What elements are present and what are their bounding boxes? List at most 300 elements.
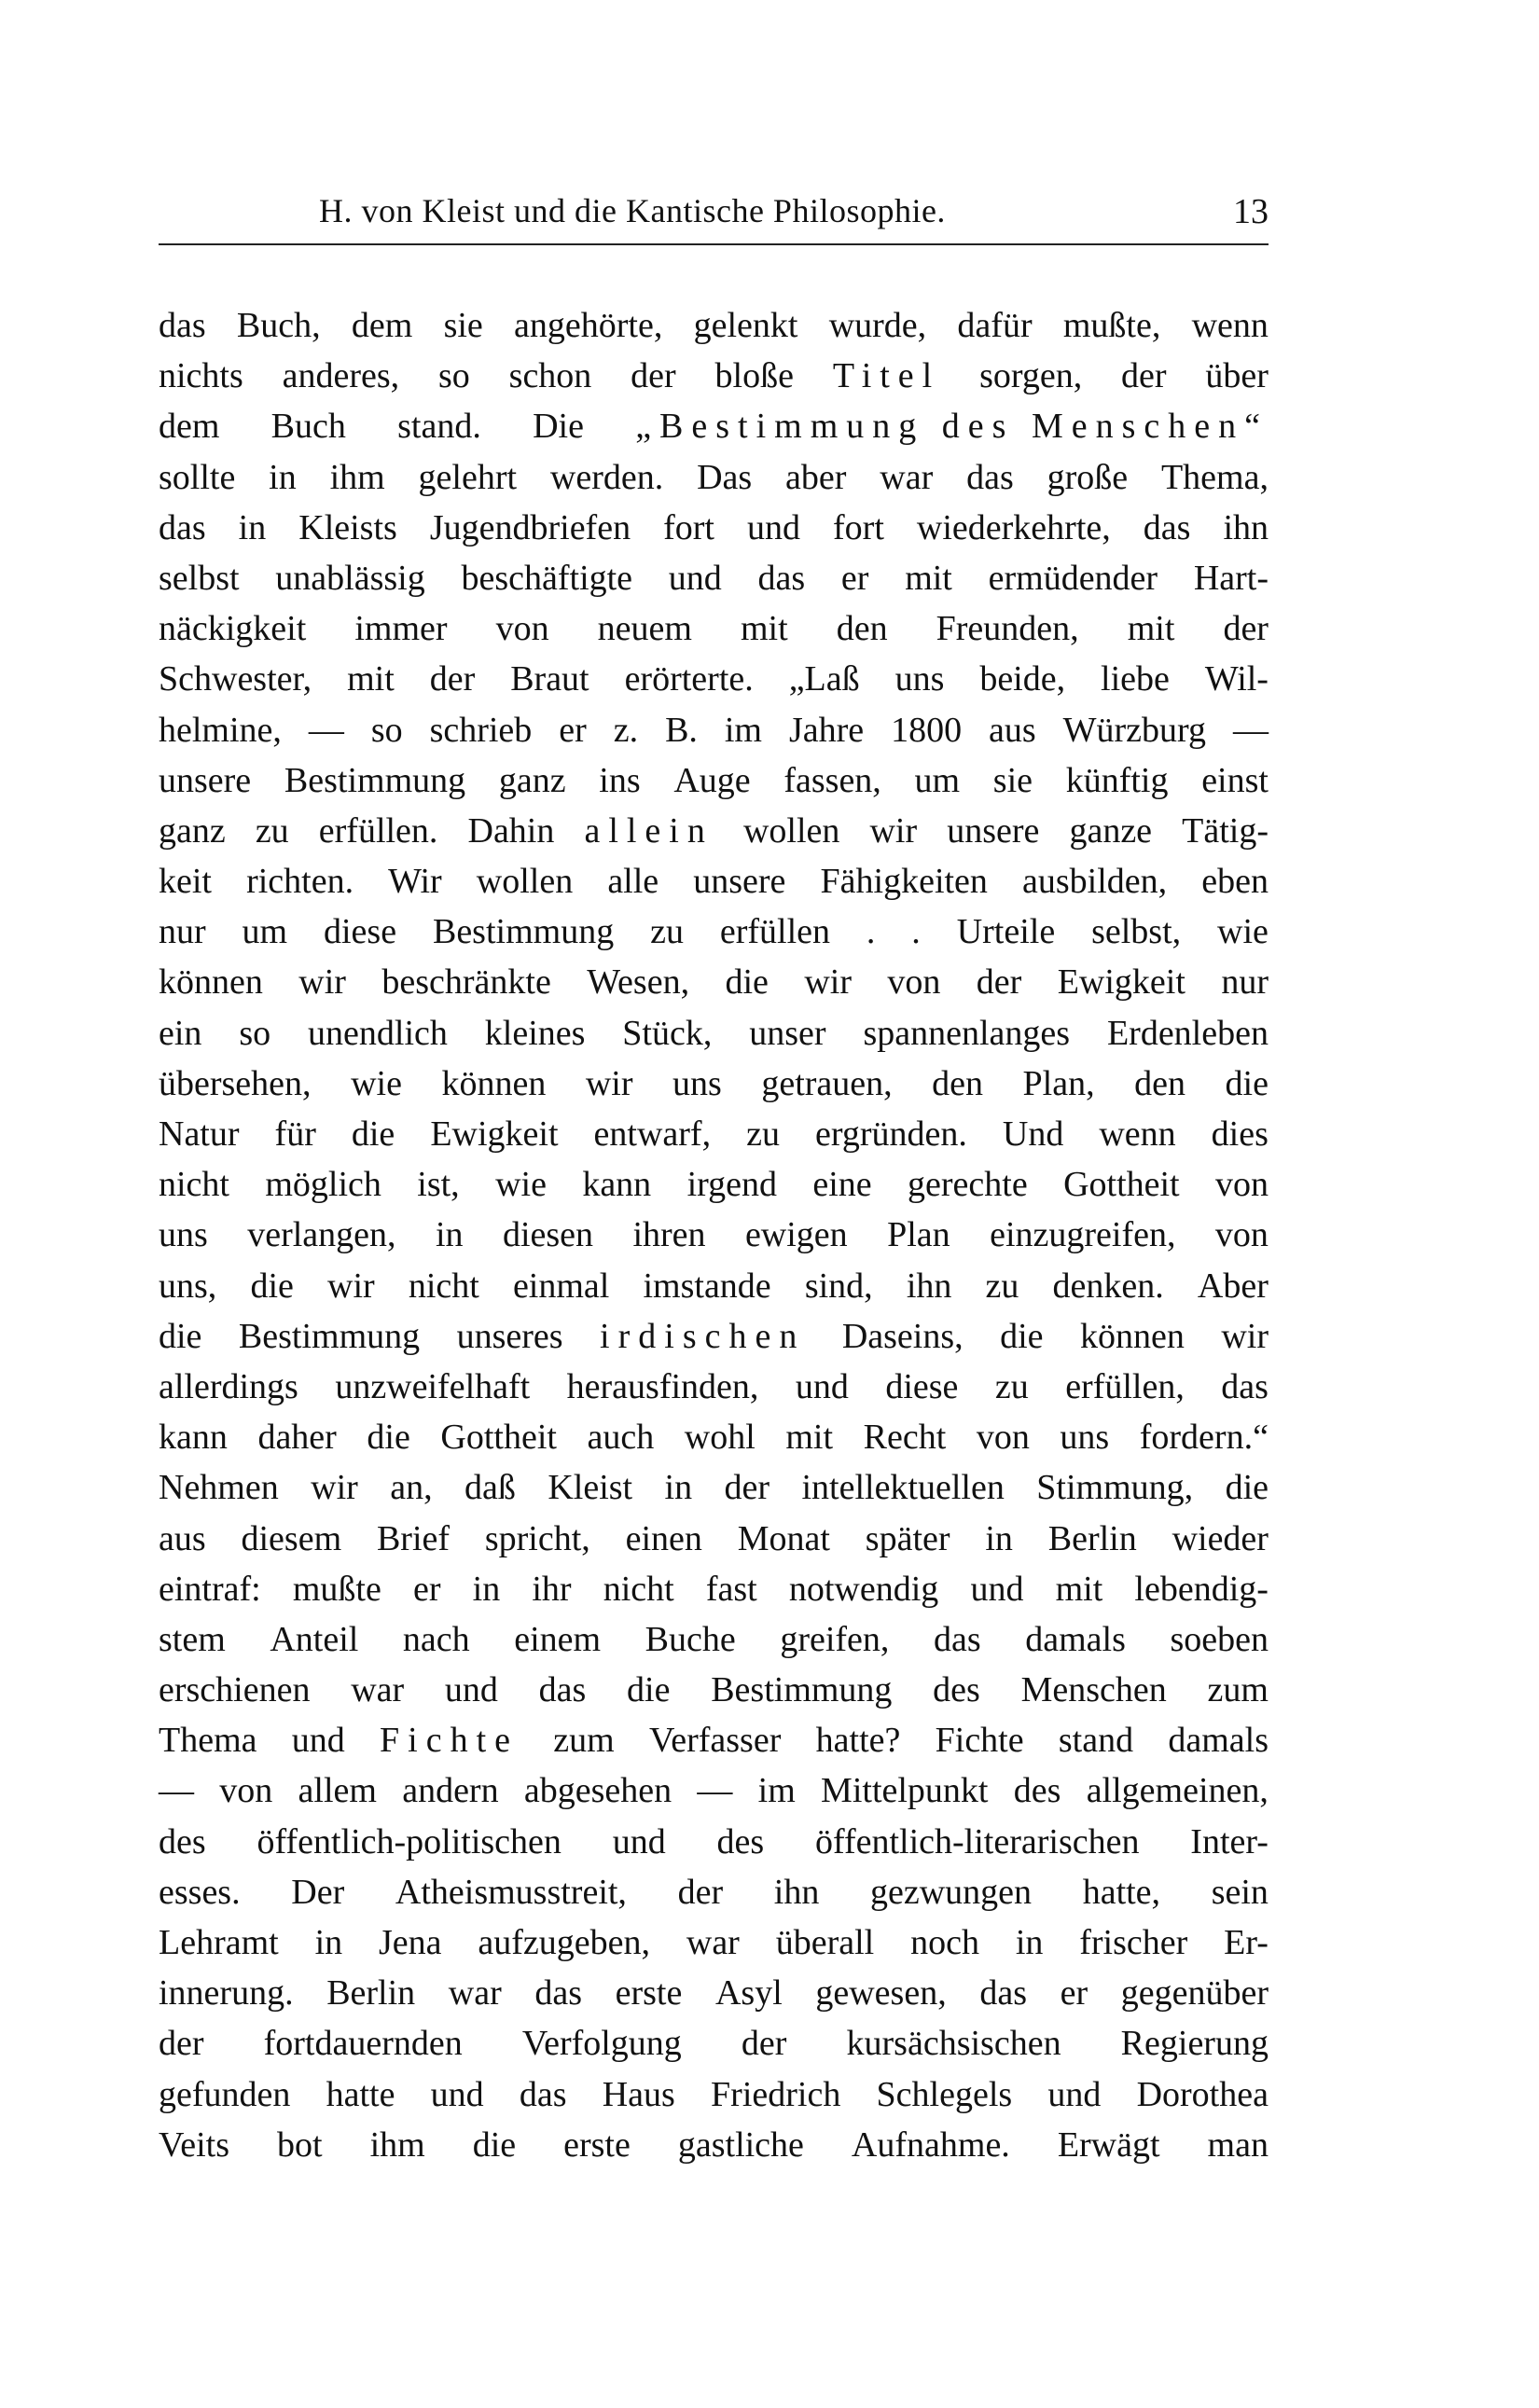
word: zu — [255, 810, 289, 851]
word: z. — [613, 710, 639, 750]
word: ihm — [329, 457, 385, 497]
word: der — [429, 659, 476, 699]
word: verlangen, — [247, 1215, 396, 1255]
word: Verfolgung — [521, 2024, 682, 2064]
word: nicht — [159, 1165, 229, 1205]
word: der — [631, 356, 676, 396]
word: Bestimmung — [238, 1316, 421, 1356]
word: einst — [1201, 760, 1269, 800]
word: das — [159, 306, 206, 345]
word: schrieb — [429, 710, 533, 750]
word: dies — [1211, 1114, 1269, 1154]
word: schon — [508, 356, 592, 396]
word: Thema — [159, 1721, 257, 1761]
word: Daseins, — [841, 1316, 964, 1356]
word: er — [412, 1569, 441, 1609]
word: Fähigkeiten — [820, 862, 988, 902]
word: Atheismusstreit, — [395, 1872, 627, 1912]
text-line — [159, 401, 1269, 451]
emphasized-text: allein — [584, 810, 714, 851]
word: richten. — [246, 862, 354, 902]
word: beschränkte — [381, 962, 551, 1003]
word: ihn — [906, 1266, 952, 1306]
word: das — [159, 507, 206, 547]
word: ausbilden, — [1022, 862, 1168, 902]
word: gastliche — [677, 2124, 804, 2165]
word: Natur — [159, 1114, 240, 1154]
word: Haus — [602, 2074, 675, 2114]
text-line — [159, 806, 1269, 856]
word: auch — [587, 1418, 655, 1458]
word: das — [538, 1670, 587, 1710]
word: Gottheit — [1063, 1165, 1180, 1205]
word: war — [686, 1923, 740, 1962]
word: B. — [665, 710, 698, 750]
word: diesen — [502, 1215, 594, 1255]
word: zu — [746, 1114, 780, 1154]
text-line — [159, 1059, 1269, 1109]
word: Braut — [510, 659, 589, 699]
text-line — [159, 603, 1269, 654]
word: kleines — [484, 1013, 586, 1053]
word: daher — [257, 1418, 337, 1458]
text-line — [159, 1564, 1269, 1614]
word: öffentlich-politischen — [256, 1821, 562, 1861]
word: erfüllen. — [318, 810, 438, 851]
word: wiederkehrte, — [916, 507, 1111, 547]
word: erfüllen, — [1065, 1366, 1185, 1406]
word: dem — [159, 407, 220, 447]
word: wollen — [742, 810, 840, 851]
word: Schlegels — [876, 2074, 1013, 2114]
word: Erdenleben — [1106, 1013, 1269, 1053]
word: und — [291, 1721, 345, 1761]
word: wir — [298, 962, 346, 1003]
word: „Laß — [788, 659, 860, 699]
word: kursächsischen — [846, 2024, 1061, 2064]
word: Dorothea — [1136, 2074, 1269, 2114]
word: Urteile — [956, 912, 1056, 952]
word: mit — [1055, 1569, 1103, 1609]
word: gelehrt — [418, 457, 518, 497]
word: der — [1223, 609, 1269, 649]
body-text — [159, 300, 1269, 2170]
word: ist, — [417, 1165, 460, 1205]
word: in — [435, 1215, 464, 1255]
word: von — [976, 1418, 1030, 1458]
word: erste — [563, 2124, 631, 2165]
word: esses. — [159, 1872, 241, 1912]
word: näckigkeit — [159, 609, 307, 649]
word: gerechte — [908, 1165, 1028, 1205]
word: des — [716, 1821, 765, 1861]
word: Freunden, — [936, 609, 1079, 649]
word: unseres — [456, 1316, 563, 1356]
word: das — [1143, 507, 1191, 547]
word: war — [351, 1670, 405, 1710]
word: stand. — [397, 407, 481, 447]
word: die — [1000, 1316, 1044, 1356]
word: gegenüber — [1120, 1973, 1269, 2014]
word: Buche — [645, 1619, 736, 1659]
word: Auge — [673, 760, 751, 800]
word: von — [495, 609, 549, 649]
text-line — [159, 1109, 1269, 1159]
word: aus — [989, 710, 1036, 750]
word: sind, — [804, 1266, 873, 1306]
word: kann — [582, 1165, 652, 1205]
word: für — [274, 1114, 316, 1154]
word: und — [970, 1569, 1024, 1609]
word: allerdings — [159, 1366, 298, 1406]
word: erfüllen — [719, 912, 831, 952]
word: Verfasser — [649, 1721, 782, 1761]
word: noch — [910, 1923, 979, 1962]
text-line — [159, 1715, 1269, 1765]
word: andern — [402, 1771, 499, 1811]
text-line — [159, 654, 1269, 704]
header-rule — [159, 243, 1269, 245]
word: ihr — [532, 1569, 572, 1609]
word: Stück, — [622, 1013, 713, 1053]
word: Kleists — [298, 507, 397, 547]
word: später — [865, 1518, 950, 1558]
word: unendlich — [308, 1013, 448, 1053]
text-line — [159, 957, 1269, 1007]
word: sorgen, — [979, 356, 1083, 396]
word: wenn — [1191, 306, 1269, 345]
word: zu — [650, 912, 684, 952]
word: er — [1060, 1973, 1088, 2014]
word: unsere — [693, 862, 786, 902]
word: getrauen, — [761, 1063, 893, 1103]
word: Veits — [159, 2124, 229, 2165]
word: uns, — [159, 1266, 217, 1306]
word: der — [976, 962, 1022, 1003]
word: uns — [672, 1063, 722, 1103]
word: wir — [585, 1063, 633, 1103]
word: Wesen, — [587, 962, 690, 1003]
word: irgend — [686, 1165, 777, 1205]
word: in — [269, 457, 297, 497]
word: Brief — [376, 1518, 451, 1558]
word: die — [725, 962, 769, 1003]
word: sein — [1211, 1872, 1269, 1912]
text-line — [159, 1159, 1269, 1210]
word: hatte — [326, 2074, 395, 2114]
word: die — [367, 1418, 410, 1458]
text-line — [159, 300, 1269, 351]
word: und — [668, 558, 722, 598]
text-line — [159, 1817, 1269, 1867]
word: das — [519, 2074, 567, 2114]
word: ganze — [1069, 810, 1153, 851]
word: diese — [885, 1366, 959, 1406]
word: mit — [740, 609, 788, 649]
word: herausfinden, — [566, 1366, 759, 1406]
text-line — [159, 755, 1269, 806]
word: Der — [291, 1872, 345, 1912]
word: Bestimmung — [432, 912, 615, 952]
word: von — [1215, 1165, 1269, 1205]
emphasized-text: irdischen — [600, 1316, 806, 1356]
word: denken. — [1052, 1266, 1164, 1306]
word: ihn — [773, 1872, 820, 1912]
word: uns — [159, 1215, 208, 1255]
text-line — [159, 906, 1269, 957]
word: fortdauernden — [263, 2024, 463, 2064]
word: notwendig — [788, 1569, 939, 1609]
text-line — [159, 1008, 1269, 1059]
text-line — [159, 1311, 1269, 1362]
word: war — [880, 457, 934, 497]
word: — — [159, 1771, 194, 1811]
word: von — [887, 962, 941, 1003]
word: ganz — [159, 810, 226, 851]
running-head-title: H. von Kleist und die Kantische Philosophie. — [319, 192, 946, 229]
text-line — [159, 553, 1269, 603]
emphasized-text: Titel — [832, 356, 941, 396]
word: greifen, — [780, 1619, 890, 1659]
word: wir — [869, 810, 918, 851]
word: Hart- — [1193, 558, 1269, 598]
word: Dahin — [467, 810, 555, 851]
word: nichts — [159, 356, 243, 396]
word: stem — [159, 1619, 226, 1659]
word: nur — [1221, 962, 1269, 1003]
word: und — [747, 507, 800, 547]
word: eintraf: — [159, 1569, 261, 1609]
word: einzugreifen, — [990, 1215, 1176, 1255]
word: das — [979, 1973, 1027, 2014]
word: spricht, — [484, 1518, 590, 1558]
word: unablässig — [275, 558, 425, 598]
word: die — [1225, 1063, 1269, 1103]
word: können — [441, 1063, 547, 1103]
word: Fichte — [935, 1721, 1024, 1761]
word: bot — [277, 2124, 323, 2165]
word: und — [795, 1366, 849, 1406]
word: damals — [1025, 1619, 1126, 1659]
word: Nehmen — [159, 1468, 279, 1508]
word: zum — [1207, 1670, 1269, 1710]
text-line — [159, 503, 1269, 553]
word: alle — [607, 862, 659, 902]
word: künftig — [1065, 760, 1169, 800]
word: und — [430, 2074, 484, 2114]
word: Tätig- — [1182, 810, 1269, 851]
word: gelenkt — [693, 306, 798, 345]
word: spannenlanges — [863, 1013, 1071, 1053]
word: damals — [1168, 1721, 1269, 1761]
word: Buch, — [236, 306, 321, 345]
word: die — [250, 1266, 294, 1306]
word: anderes, — [282, 356, 400, 396]
word: in — [472, 1569, 501, 1609]
text-line — [159, 1261, 1269, 1311]
word: unsere — [159, 760, 252, 800]
word: war — [448, 1973, 502, 2014]
word: Inter- — [1190, 1821, 1269, 1861]
word: wollen — [476, 862, 574, 902]
word: Stimmung, — [1036, 1468, 1194, 1508]
word: Erwägt — [1057, 2124, 1160, 2165]
word: zu — [985, 1266, 1019, 1306]
word: entwarf, — [593, 1114, 712, 1154]
word: zum — [553, 1721, 615, 1761]
word: ermüdender — [988, 558, 1158, 598]
word: unser — [749, 1013, 826, 1053]
word: Gottheit — [440, 1418, 557, 1458]
word: erste — [615, 1973, 683, 2014]
word: wie — [495, 1165, 547, 1205]
word: wieder — [1172, 1518, 1269, 1558]
word: Plan — [887, 1215, 950, 1255]
text-line — [159, 351, 1269, 401]
word: des — [933, 1670, 980, 1710]
word: soeben — [1170, 1619, 1269, 1659]
word: uns — [894, 659, 945, 699]
text-line — [159, 1765, 1269, 1816]
word: Anteil — [270, 1619, 359, 1659]
word: uns — [1060, 1418, 1110, 1458]
word: die — [1225, 1468, 1269, 1508]
word: sollte — [159, 457, 236, 497]
word: beide, — [979, 659, 1066, 699]
word: in — [985, 1518, 1013, 1558]
word: unsere — [947, 810, 1040, 851]
page-number: 13 — [1233, 192, 1269, 231]
word: Ewigkeit — [430, 1114, 559, 1154]
word: so — [370, 710, 403, 750]
word: dem — [351, 306, 413, 345]
word: nicht — [603, 1569, 674, 1609]
word: die — [627, 1670, 671, 1710]
word: keit — [159, 862, 212, 902]
word: öffentlich-literarischen — [815, 1821, 1140, 1861]
text-line — [159, 1917, 1269, 1968]
word: abgesehen — [523, 1771, 672, 1811]
word: fort — [833, 507, 884, 547]
word: erörterte. — [624, 659, 754, 699]
word: mit — [1127, 609, 1175, 649]
word: ein — [159, 1013, 202, 1053]
word: Jahre — [788, 710, 865, 750]
word: der — [677, 1872, 724, 1912]
word: Friedrich — [711, 2074, 841, 2114]
text-line — [159, 705, 1269, 755]
word: und — [1047, 2074, 1102, 2114]
word: um — [914, 760, 961, 800]
word: Ewigkeit — [1057, 962, 1185, 1003]
word: . — [911, 912, 921, 952]
word: wir — [311, 1468, 358, 1508]
word: Lehramt — [159, 1923, 279, 1962]
word: diesem — [241, 1518, 342, 1558]
word: der — [741, 2024, 787, 2064]
word: immer — [354, 609, 448, 649]
word: Recht — [863, 1418, 947, 1458]
word: helmine, — [159, 710, 282, 750]
word: das — [534, 1973, 583, 2014]
word: sie — [992, 760, 1033, 800]
word: wurde, — [828, 306, 927, 345]
word: Buch — [270, 407, 346, 447]
word: Wir — [388, 862, 442, 902]
word: über — [1205, 356, 1269, 396]
word: der — [159, 2024, 204, 2064]
word: nach — [402, 1619, 470, 1659]
word: liebe — [1101, 659, 1170, 699]
word: selbst — [159, 558, 240, 598]
text-line — [159, 1867, 1269, 1917]
text-line — [159, 1968, 1269, 2018]
word: fort — [663, 507, 714, 547]
word: unzweifelhaft — [335, 1366, 531, 1406]
word: werden. — [549, 457, 664, 497]
word: einmal — [512, 1266, 610, 1306]
word: den — [836, 609, 888, 649]
word: Regierung — [1120, 2024, 1269, 2064]
word: wir — [327, 1266, 375, 1306]
word: . — [866, 912, 876, 952]
text-line — [159, 1665, 1269, 1715]
word: daß — [464, 1468, 516, 1508]
word: wohl — [684, 1418, 756, 1458]
word: mit — [905, 558, 952, 598]
word: aufzugeben, — [478, 1923, 651, 1962]
word: in — [238, 507, 267, 547]
word: Mittelpunkt — [821, 1771, 989, 1811]
word: mußte, — [1062, 306, 1161, 345]
word: selbst, — [1091, 912, 1182, 952]
word: des — [159, 1821, 206, 1861]
word: stand — [1058, 1721, 1134, 1761]
word: mußte — [292, 1569, 381, 1609]
word: um — [242, 912, 288, 952]
word: das — [934, 1619, 981, 1659]
word: fast — [705, 1569, 757, 1609]
word: Berlin — [326, 1973, 416, 2014]
word: Wil- — [1204, 659, 1269, 699]
word: ergründen. — [815, 1114, 967, 1154]
word: ihn — [1223, 507, 1269, 547]
word: mit — [347, 659, 395, 699]
text-line — [159, 1614, 1269, 1665]
emphasized-text: Fichte — [380, 1721, 520, 1761]
word: Asyl — [714, 1973, 783, 2014]
word: gefunden — [159, 2074, 291, 2114]
word: die — [351, 1114, 395, 1154]
word: ins — [599, 760, 641, 800]
word: aber — [785, 457, 847, 497]
word: an, — [390, 1468, 433, 1508]
word: eben — [1201, 862, 1269, 902]
word: gezwungen — [870, 1872, 1033, 1912]
text-line — [159, 856, 1269, 906]
word: Das — [697, 457, 753, 497]
word: ihm — [369, 2124, 425, 2165]
text-line — [159, 1362, 1269, 1412]
word: und — [612, 1821, 666, 1861]
word: und — [444, 1670, 498, 1710]
word: Würzburg — [1062, 710, 1207, 750]
word: Er- — [1224, 1923, 1269, 1962]
word: Aufnahme. — [851, 2124, 1010, 2165]
text-line — [159, 2069, 1269, 2120]
word: der — [1121, 356, 1167, 396]
word: bloße — [714, 356, 794, 396]
